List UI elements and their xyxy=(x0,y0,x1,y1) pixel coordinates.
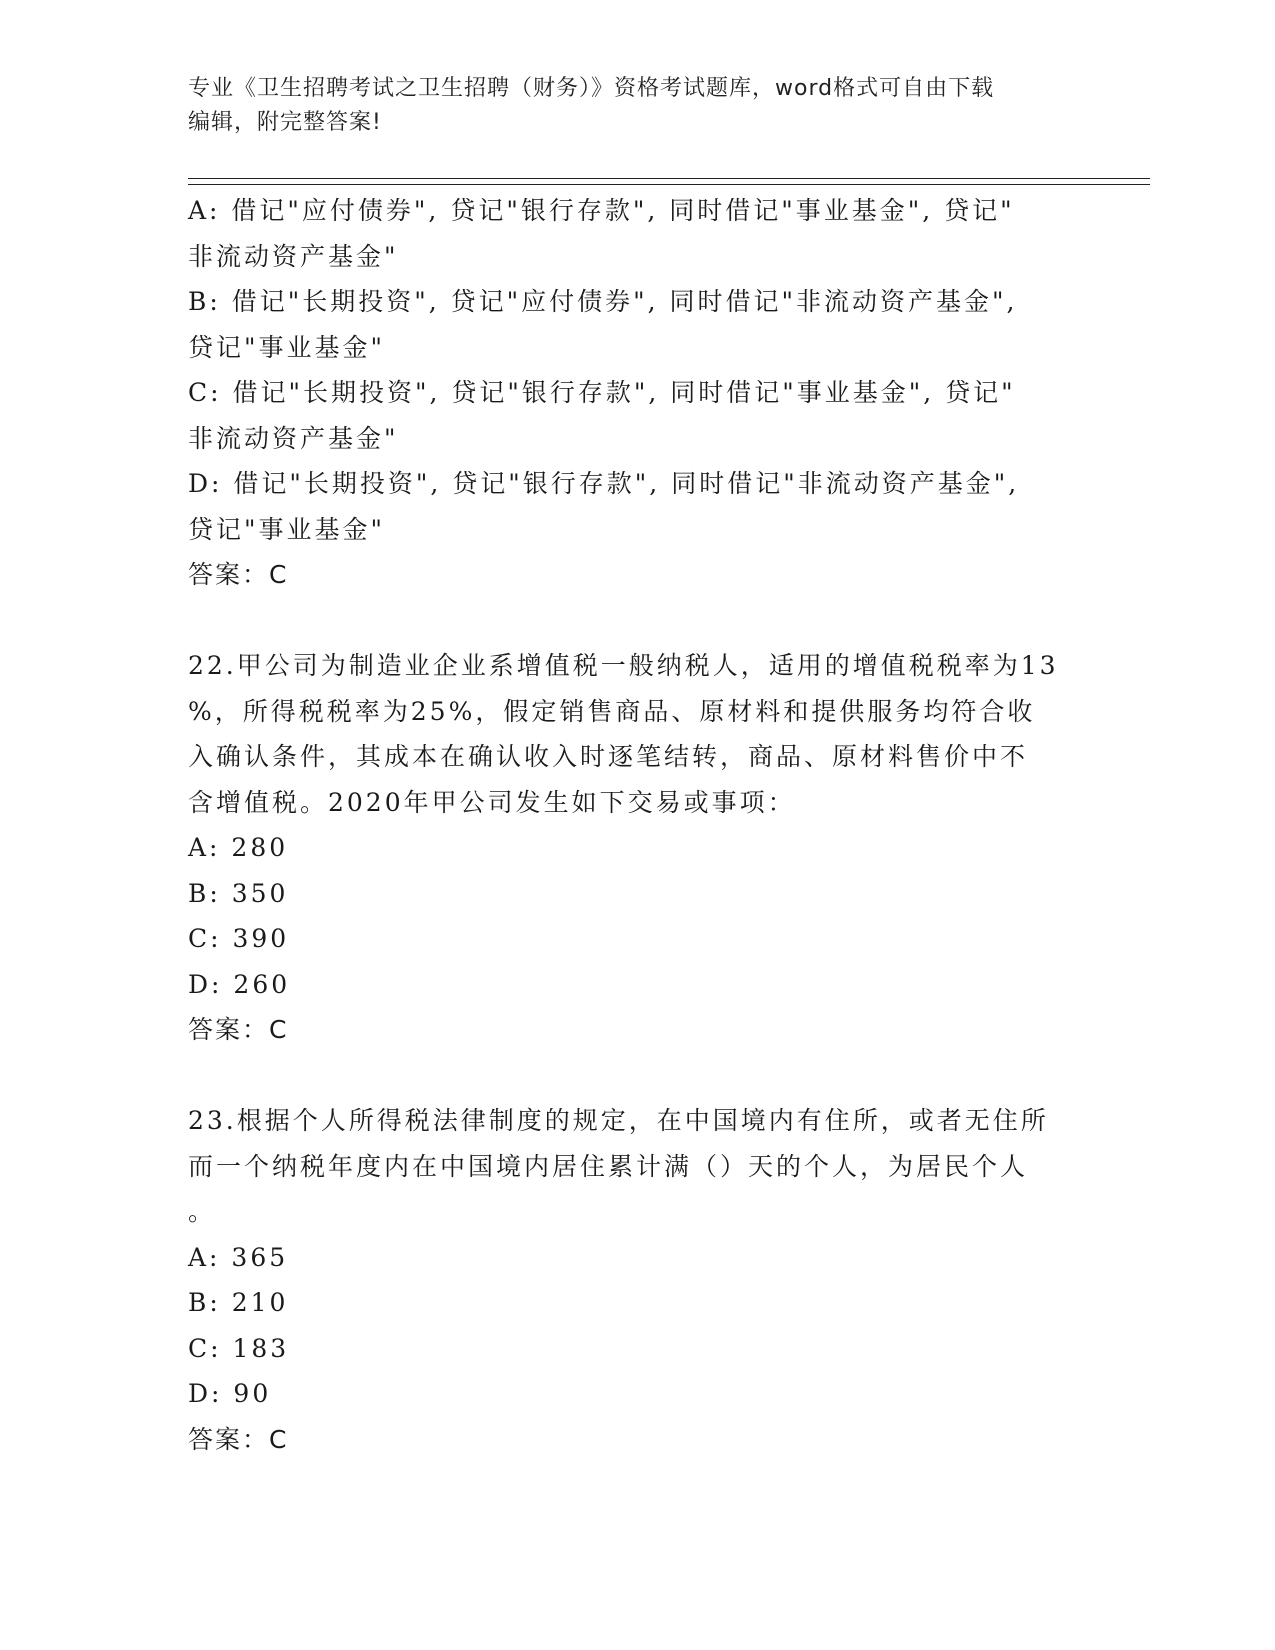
answer-label: 答案：C xyxy=(188,560,289,589)
option-a: A: 365 xyxy=(188,1242,289,1272)
question-stem: 而一个纳税年度内在中国境内居住累计满（）天的个人，为居民个人 xyxy=(188,1151,1029,1181)
header-line: 编辑，附完整答案! xyxy=(188,110,382,135)
option-b: B: 借记"长期投资", 贷记"应付债券", 同时借记"非流动资产基金", xyxy=(188,287,1018,316)
spacer xyxy=(188,598,1088,644)
option-d-cont: 贷记"事业基金" xyxy=(188,514,385,544)
option-c: C: 390 xyxy=(188,924,290,953)
document-header xyxy=(188,72,1088,140)
question-stem: 含增值税。2020年甲公司发生如下交易或事项： xyxy=(188,787,796,817)
header-rule xyxy=(188,178,1150,179)
option-c: C: 借记"长期投资", 贷记"银行存款", 同时借记"事业基金", 贷记" xyxy=(188,378,1016,407)
question-list xyxy=(188,188,1088,1462)
question-stem: 入确认条件，其成本在确认收入时逐笔结转，商品、原材料售价中不 xyxy=(188,742,1029,771)
option-d: D: 260 xyxy=(188,969,291,999)
option-b: B: 210 xyxy=(188,1288,289,1317)
option-a: A: 280 xyxy=(188,833,289,862)
spacer xyxy=(188,1053,1088,1099)
option-a: A: 借记"应付债券", 贷记"银行存款", 同时借记"事业基金", 贷记" xyxy=(188,196,1015,225)
answer-label: 答案：C xyxy=(188,1424,289,1454)
option-a-cont: 非流动资产基金" xyxy=(188,241,399,271)
question-stem: 23.根据个人所得税法律制度的规定，在中国境内有住所，或者无住所 xyxy=(188,1106,1049,1135)
question-21 xyxy=(188,188,1088,598)
question-23 xyxy=(188,1098,1088,1462)
question-stem: %，所得税税率为25%，假定销售商品、原材料和提供服务均符合收 xyxy=(188,696,1036,726)
question-stem: 22.甲公司为制造业企业系增值税一般纳税人，适用的增值税税率为13 xyxy=(188,651,1059,680)
header-line: 专业《卫生招聘考试之卫生招聘（财务）》资格考试题库，word格式可自由下载 xyxy=(188,76,995,101)
question-22 xyxy=(188,643,1088,1053)
option-d: D: 借记"长期投资", 贷记"银行存款", 同时借记"非流动资产基金", xyxy=(188,469,1020,498)
answer-label: 答案：C xyxy=(188,1015,289,1044)
option-c-cont: 非流动资产基金" xyxy=(188,423,399,453)
option-c: C: 183 xyxy=(188,1333,290,1363)
header-rule xyxy=(188,184,1150,185)
option-d: D: 90 xyxy=(188,1379,272,1408)
question-stem: 。 xyxy=(188,1197,217,1226)
option-b-cont: 贷记"事业基金" xyxy=(188,332,385,362)
option-b: B: 350 xyxy=(188,878,289,908)
